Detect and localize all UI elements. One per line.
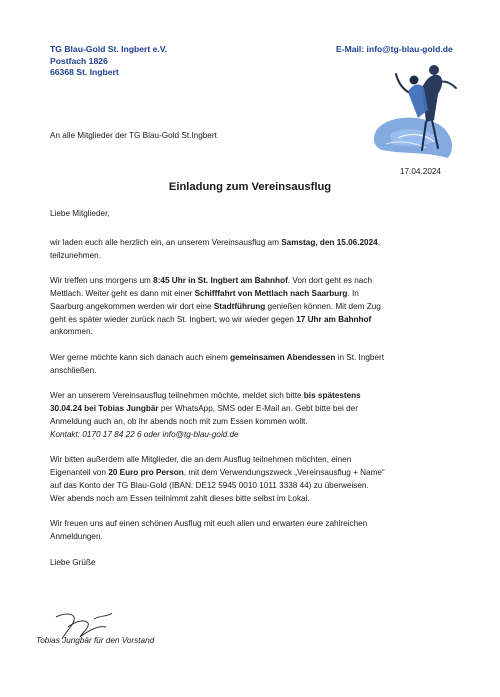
text-run: geht es später wieder zurück nach St. Ingbert, wo wir wieder gegen [50,314,297,324]
text-run: Anmeldungen. [50,532,103,542]
letter-body [50,208,460,582]
contact-info: Kontakt: 0170 17 84 22 6 oder info@tg-blau-gold.de [50,429,239,439]
paragraph-registration [50,390,460,441]
boat-trip: Schifffahrt von Mettlach nach Saarburg [194,288,348,298]
closing-greeting: Liebe Grüße [50,557,96,567]
text-run: Wer gerne möchte kann sich danach auch einem [50,352,231,362]
sender-postfach: Postfach 1826 [50,55,108,66]
text-run: , [377,237,380,247]
text-run: . Von dort geht es nach [287,276,373,286]
city-tour: Stadtführung [213,301,266,311]
sender-address [50,44,167,79]
sender-city: 66368 St. Ingbert [50,67,119,77]
text-run: Saarburg angekommen werden wir dort eine [50,301,214,311]
text-run: ankommen. [50,327,93,337]
text-run: Anmeldung auch an, ob ihr abends noch mit zum Essen kommen wollt. [50,416,308,426]
sender-email: E-Mail: info@tg-blau-gold.de [336,44,453,54]
text-run: Wer abends noch am Essen teilnimmt zahlt dieses bitte selbst im Lokal. [50,493,310,503]
text-run: Wir treffen uns morgens um [50,276,154,286]
text-run: Wir freuen uns auf einen schönen Ausflug mit euch allen und erwarten eure zahlreichen [50,519,368,529]
return-time: 17 Uhr am Bahnhof [296,314,372,324]
letter-date: 17.04.2024 [400,167,441,176]
text-run: wir laden euch alle herzlich ein, an unserem Vereinsausflug am [50,237,282,247]
bank-details: auf das Konto der TG Blau-Gold (IBAN: DE12 5945 0010 1011 3338 44) zu überweisen. [50,480,369,490]
text-run: anschließen. [50,365,97,375]
text-run: , mit dem Verwendungszweck „Vereinsausflug + Name“ [183,468,385,478]
text-run: Wer an unserem Vereinsausflug teilnehmen möchte, meldet sich bitte [50,391,304,401]
text-run: per WhatsApp, SMS oder E-Mail an. Gebt bitte bei der [158,404,358,414]
fee: 20 Euro pro Person [108,468,184,478]
sender-name: TG Blau-Gold St. Ingbert e.V. [50,44,168,54]
text-run: Wir bitten außerdem alle Mitglieder, die an dem Ausflug teilnehmen möchten, einen [50,455,352,465]
dinner: gemeinsamen Abendessen [230,352,336,362]
text-run: in St. Ingbert [335,352,385,362]
letter-title: Einladung zum Vereinsausflug [168,181,332,193]
deadline: bis spätestens [303,391,361,401]
signature-line: Tobias Jungbär für den Vorstand [36,636,155,645]
text-run: Eigenanteil von [50,468,109,478]
dancing-couple-logo-icon [368,58,460,160]
text-run: teilzunehmen. [50,250,101,260]
deadline-contact: 30.04.24 bei Tobias Jungbär [50,404,159,414]
paragraph-schedule [50,275,460,339]
text-run: Mettlach. Weiter geht es dann mit einer [50,288,195,298]
paragraph-payment [50,454,460,505]
paragraph-closing [50,518,460,544]
meeting-point: 8:45 Uhr in St. Ingbert am Bahnhof [153,276,288,286]
greeting: Liebe Mitglieder, [50,209,110,218]
recipient-line: An alle Mitglieder der TG Blau-Gold St.Ingbert [50,131,217,140]
text-run: genießen können. Mit dem Zug [265,301,381,311]
paragraph-dinner [50,352,460,378]
text-run: . In [347,288,359,298]
event-date: Samstag, den 15.06.2024 [281,237,378,247]
paragraph-invitation [50,237,460,263]
